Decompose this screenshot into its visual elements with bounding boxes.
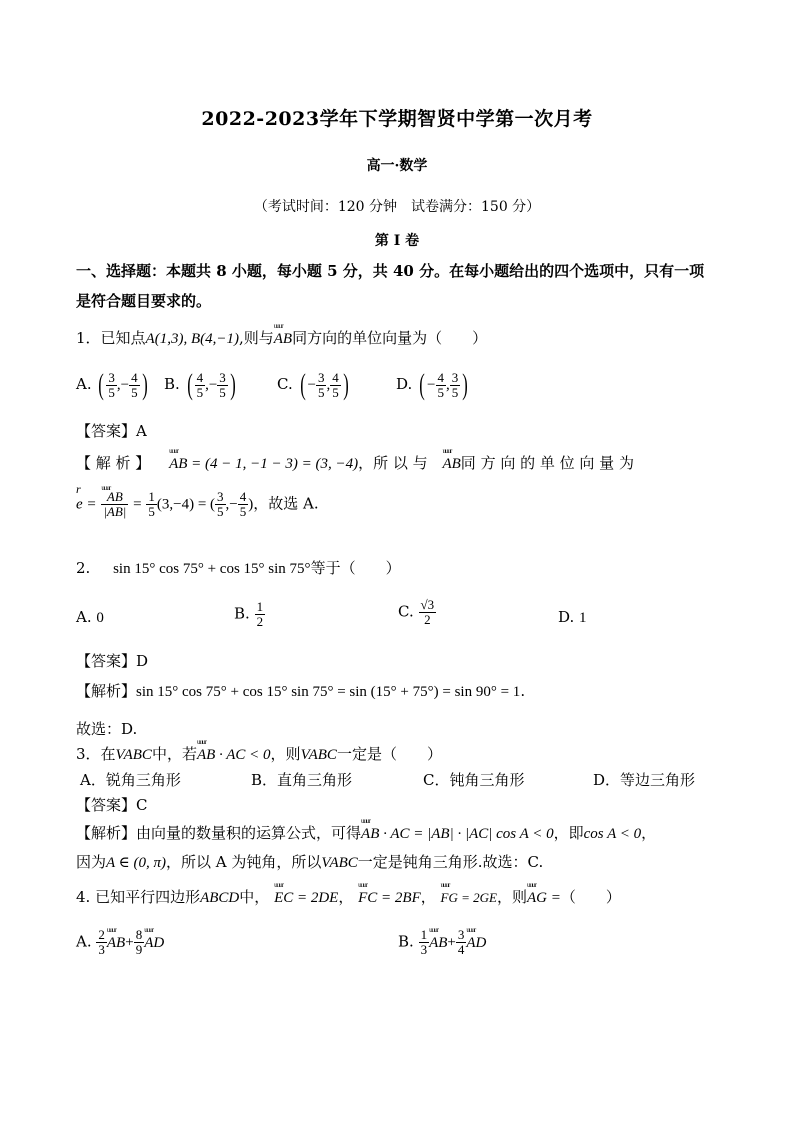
q2-number: 2. [76,559,91,577]
q1-points: A(1,3), B(4,−1) [145,331,239,347]
q4-option-a: A. $\frac{2}{3}$ uuur AB+ $\frac{8}{9}$ uuur AD [76,928,164,957]
fraction: $\frac{√3}{2}$ [420,597,435,627]
q1-option-d: D. ( − $\frac{4}{5}$ , $\frac{3}{5}$ ) [396,368,469,401]
q2-analysis-expr: sin 15° cos 75° + cos 15° sin 75° = sin (15° + 75°) = sin 90° = 1 [136,684,521,700]
q4-target-vector: uuur AG = [527,890,561,907]
q1-stem-c: 同方向的单位向量为（ ） [292,329,488,347]
q1-analysis-vector: uuur AB [442,456,460,473]
q1-answer: 【答案】A [76,422,147,440]
q1-analysis-line1: 【 解 析 】 uuur AB = (4 − 1, −1 − 3) = (3, −4)，所 以 与 uuur AB同 方 向 的 单 位 向 量 为 [76,452,634,473]
q2-option-a: A. 0 [76,608,104,626]
q2-stem: 2. sin 15° cos 75° + cos 15° sin 75°等于（ ） [76,559,401,577]
q3-option-a: A．锐角三角形 [80,771,181,789]
volume-heading: 第 I 卷 [374,233,420,249]
fraction: $\frac{3}{5}$ [219,369,226,400]
q3-analysis-line2: 因为A ∈ (0, π)，所以 A 为钝角，所以VABC一定是钝角三角形.故选：C. [76,853,544,871]
fraction: $\frac{3}{5}$ [108,369,115,400]
triangle-symbol: VABC [300,747,337,763]
fraction: $\frac{3}{5}$ [217,489,224,519]
fraction: $\frac{4}{5}$ [131,369,138,400]
q1-analysis-expr: uuur AB = (4 − 1, −1 − 3) = (3, −4) [169,456,358,473]
q1-stem-b: ,则与 [238,329,274,347]
fraction: $\frac{3}{4}$ [457,927,465,957]
page-title: 2022-2023学年下学期智贤中学第一次月考 [201,108,593,130]
q3-option-b: B．直角三角形 [251,771,353,789]
fraction: $\frac{4}{5}$ [437,369,445,400]
triangle-symbol: VABC [115,747,152,763]
q2-expression: sin 15° cos 75° + cos 15° sin 75° [113,561,311,577]
fraction: $\frac{1}{3}$ [420,927,428,957]
q4-condition-2: uuur FC = 2BF [358,890,421,907]
q4-condition-1: uuur EC = 2DE [274,890,338,907]
q2-option-c: C. $\frac{√3}{2}$ [398,597,435,627]
fraction: $\frac{8}{9}$ [135,927,143,957]
q3-answer: 【答案】C [76,796,148,814]
analysis-label: 【解析】 [76,824,137,842]
q3-option-d: D．等边三角形 [593,771,696,789]
q1-analysis-line2: r e = uuur $\frac{AB}{|AB|}$ = $\frac{1}{5}$ (3,−4) = ( $\frac{3}{5}$ ,− $\frac{4}{5}$ )，故选 A. [76,490,319,519]
fraction: $\frac{1}{5}$ [148,489,155,519]
q2-answer: 【答案】D [76,652,149,670]
q2-analysis: 【解析】sin 15° cos 75° + cos 15° sin 75° = sin (15° + 75°) = sin 90° = 1. [76,682,526,700]
fraction: $\frac{4}{5}$ [196,369,204,400]
q2-option-b: B. $\frac{1}{2}$ [234,599,264,629]
q1-stem-a: 1．已知点 [76,329,146,347]
q2-option-d: D. 1 [558,608,587,626]
analysis-label: 【 解 析 】 [76,454,151,472]
q1-option-label: A. [76,375,92,393]
q1-option-label: D. [396,375,413,393]
q1-option-a: A. ( $\frac{3}{5}$ ,− $\frac{4}{5}$ ) [76,368,148,401]
fraction: $\frac{3}{5}$ [317,369,325,400]
q3-option-c: C．钝角三角形 [423,771,525,789]
q1-option-b: B. ( $\frac{4}{5}$ ,− $\frac{3}{5}$ ) [164,368,236,401]
triangle-symbol: VABC [321,855,358,871]
fraction: $\frac{4}{5}$ [332,369,339,400]
fraction: $\frac{3}{5}$ [451,369,459,400]
fraction: $\frac{1}{2}$ [256,599,264,629]
fraction: uuur $\frac{AB}{|AB|}$ [101,490,128,519]
q1-option-c: C. ( − $\frac{3}{5}$ , $\frac{4}{5}$ ) [277,368,349,401]
exam-meta: （考试时间：120 分钟 试卷满分：150 分） [253,199,541,215]
q4-option-b: B. $\frac{1}{3}$ uuur AB+ $\frac{3}{4}$ uuur AD [398,928,486,957]
q3-stem: 3．在VABC中，若uuur AB · AC < 0，则VABC一定是（ ） [76,743,442,764]
q4-condition-3: uuur FG = 2GE [441,890,497,906]
q4-stem: 4. 已知平行四边形ABCD中， uuur EC = 2DE， uuur FC = 2BF， uuur FG = 2GE，则uuur AG =（ ） [76,886,621,907]
q3-analysis-line1: 【解析】由向量的数量积的运算公式，可得uuur AB · AC = |AB| · |AC| cos A < 0，即cos A < 0， [76,822,656,843]
section-heading-line1: 一、选择题：本题共 8 小题，每小题 5 分，共 40 分。在每小题给出的四个选项中，只有一项 [76,262,705,280]
q3-analysis-expr: uuur AB · AC = |AB| · |AC| cos A < 0 [361,826,554,843]
q2-choice: 故选：D. [76,720,138,738]
q1-option-label: C. [277,375,293,393]
analysis-label: 【解析】 [76,682,137,700]
fraction: $\frac{2}{3}$ [98,927,105,957]
section-heading-line2: 是符合题目要求的。 [76,292,212,310]
q1-stem [76,327,487,348]
q1-vector: uuur AB [274,331,292,348]
q3-stem-expr: uuur AB · AC < 0 [197,747,271,764]
q1-option-label: B. [164,375,180,393]
subject-subtitle: 高一·数学 [366,158,428,174]
fraction: $\frac{4}{5}$ [239,489,247,519]
